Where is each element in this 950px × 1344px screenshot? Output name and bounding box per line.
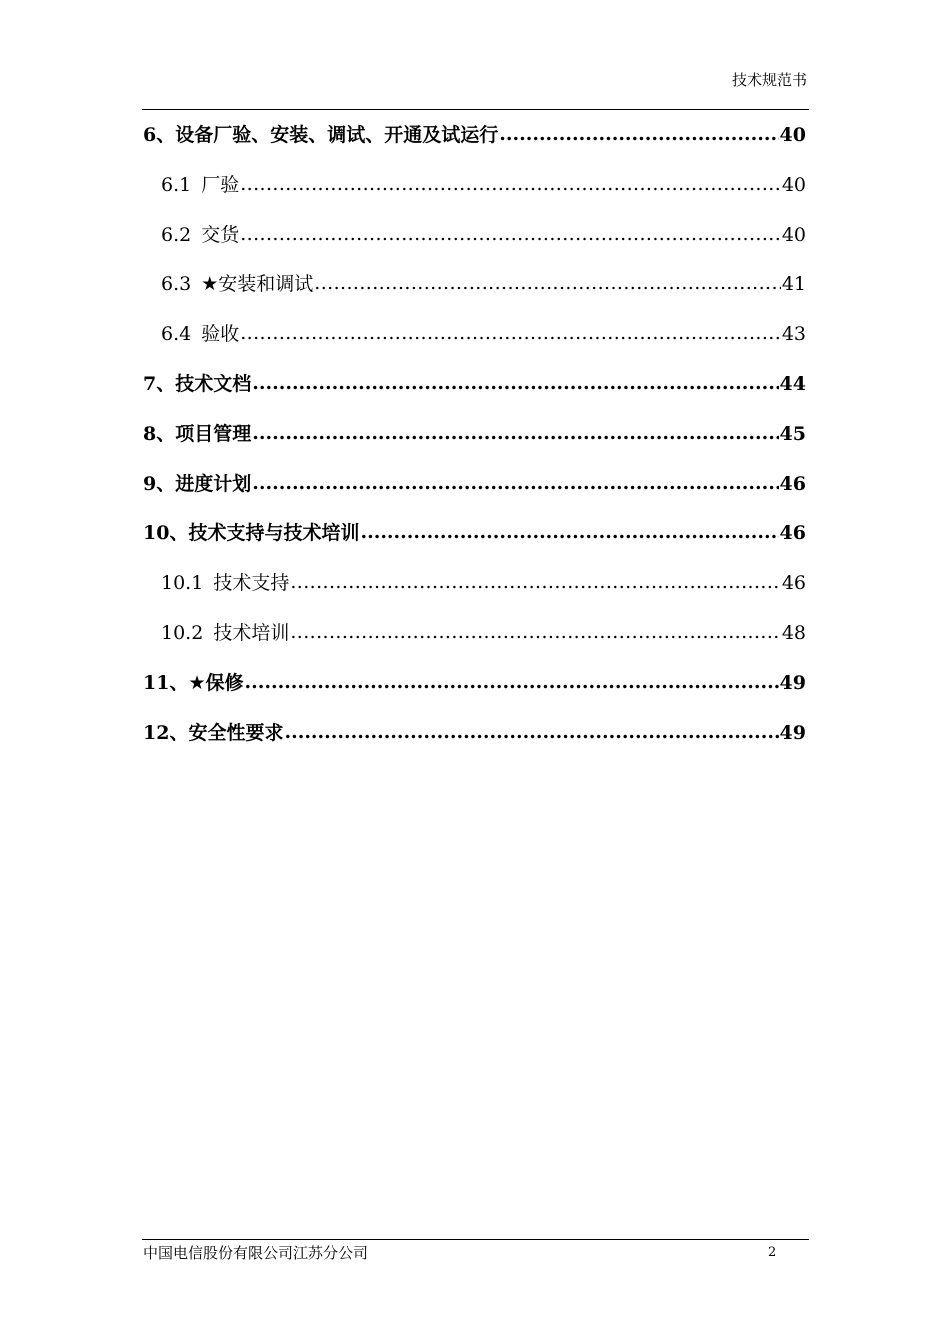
- toc-entry[interactable]: [143, 317, 806, 367]
- toc-entry-number: 8、: [143, 422, 176, 445]
- toc-entry-number: 9、: [143, 472, 176, 495]
- toc-dot-leader: [290, 565, 780, 599]
- toc-dot-leader: [314, 266, 781, 300]
- toc-entry-number: 12、: [143, 721, 189, 744]
- toc-entry[interactable]: [143, 516, 806, 566]
- toc-entry-title: 验收: [201, 323, 240, 346]
- toc-entry[interactable]: [143, 467, 806, 517]
- toc-dot-leader: [240, 167, 781, 201]
- toc-dot-leader: [252, 416, 778, 450]
- toc-entry-title: 交货: [201, 223, 240, 246]
- toc-entry-number: 6.2: [161, 223, 192, 246]
- toc-entry[interactable]: [143, 367, 806, 417]
- toc-dot-leader: [240, 217, 781, 251]
- toc-entry-number: 10.1: [161, 572, 204, 595]
- toc-entry-page: 49: [779, 721, 806, 744]
- toc-entry-title: ★安装和调试: [201, 273, 314, 296]
- toc-dot-leader: [252, 366, 778, 400]
- footer-company-name: 中国电信股份有限公司江苏分公司: [143, 1244, 369, 1262]
- toc-entry[interactable]: [143, 218, 806, 268]
- toc-entry-page: 49: [779, 671, 806, 694]
- toc-entry[interactable]: [143, 168, 806, 218]
- toc-entry-title: ★保修: [188, 671, 244, 694]
- toc-entry[interactable]: [143, 666, 806, 716]
- toc-entry-page: 45: [779, 422, 806, 445]
- toc-entry-page: 40: [781, 223, 806, 246]
- toc-dot-leader: [290, 615, 780, 649]
- toc-entry[interactable]: [143, 267, 806, 317]
- toc-dot-leader: [245, 665, 779, 699]
- header-divider: [142, 109, 809, 110]
- toc-entry[interactable]: [143, 616, 806, 666]
- toc-dot-leader: [240, 316, 781, 350]
- toc-entry-number: 6.3: [161, 273, 192, 296]
- toc-dot-leader: [284, 715, 778, 749]
- toc-entry-number: 10、: [143, 522, 189, 545]
- toc-entry-page: 44: [779, 372, 806, 395]
- toc-dot-leader: [360, 515, 778, 549]
- toc-entry[interactable]: [143, 566, 806, 616]
- toc-entry[interactable]: [143, 118, 806, 168]
- footer-page-number: 2: [768, 1245, 777, 1260]
- footer-divider: [142, 1239, 809, 1240]
- toc-entry[interactable]: [143, 417, 806, 467]
- toc-entry-title: 进度计划: [175, 472, 252, 495]
- header-title: 技术规范书: [731, 71, 807, 89]
- toc-entry-title: 技术文档: [175, 372, 252, 395]
- toc-entry[interactable]: [143, 716, 806, 766]
- toc-entry-title: 技术支持与技术培训: [188, 522, 360, 545]
- toc-entry-page: 46: [781, 572, 806, 595]
- toc-entry-title: 项目管理: [175, 422, 252, 445]
- toc-entry-title: 设备厂验、安装、调试、开通及试运行: [175, 124, 499, 146]
- toc-entry-page: 40: [779, 124, 806, 146]
- toc-entry-number: 6.1: [161, 173, 192, 196]
- toc-entry-page: 43: [781, 323, 806, 346]
- toc-entry-title: 厂验: [201, 173, 240, 196]
- toc-entry-number: 11、: [143, 671, 189, 694]
- toc-entry-title: 安全性要求: [188, 721, 284, 744]
- toc-dot-leader: [252, 466, 778, 500]
- toc-entry-number: 6.4: [161, 323, 192, 346]
- toc-entry-title: 技术支持: [213, 572, 290, 595]
- toc-entry-number: 7、: [143, 372, 176, 395]
- toc-entry-page: 41: [781, 273, 806, 296]
- toc-entry-number: 10.2: [161, 621, 204, 644]
- toc-entry-title: 技术培训: [213, 621, 290, 644]
- toc-dot-leader: [499, 117, 778, 151]
- toc-entry-page: 40: [781, 173, 806, 196]
- toc-entry-page: 46: [779, 522, 806, 545]
- toc-entry-number: 6、: [143, 124, 176, 146]
- toc-entry-page: 46: [779, 472, 806, 495]
- table-of-contents: [143, 118, 806, 765]
- toc-entry-page: 48: [781, 621, 806, 644]
